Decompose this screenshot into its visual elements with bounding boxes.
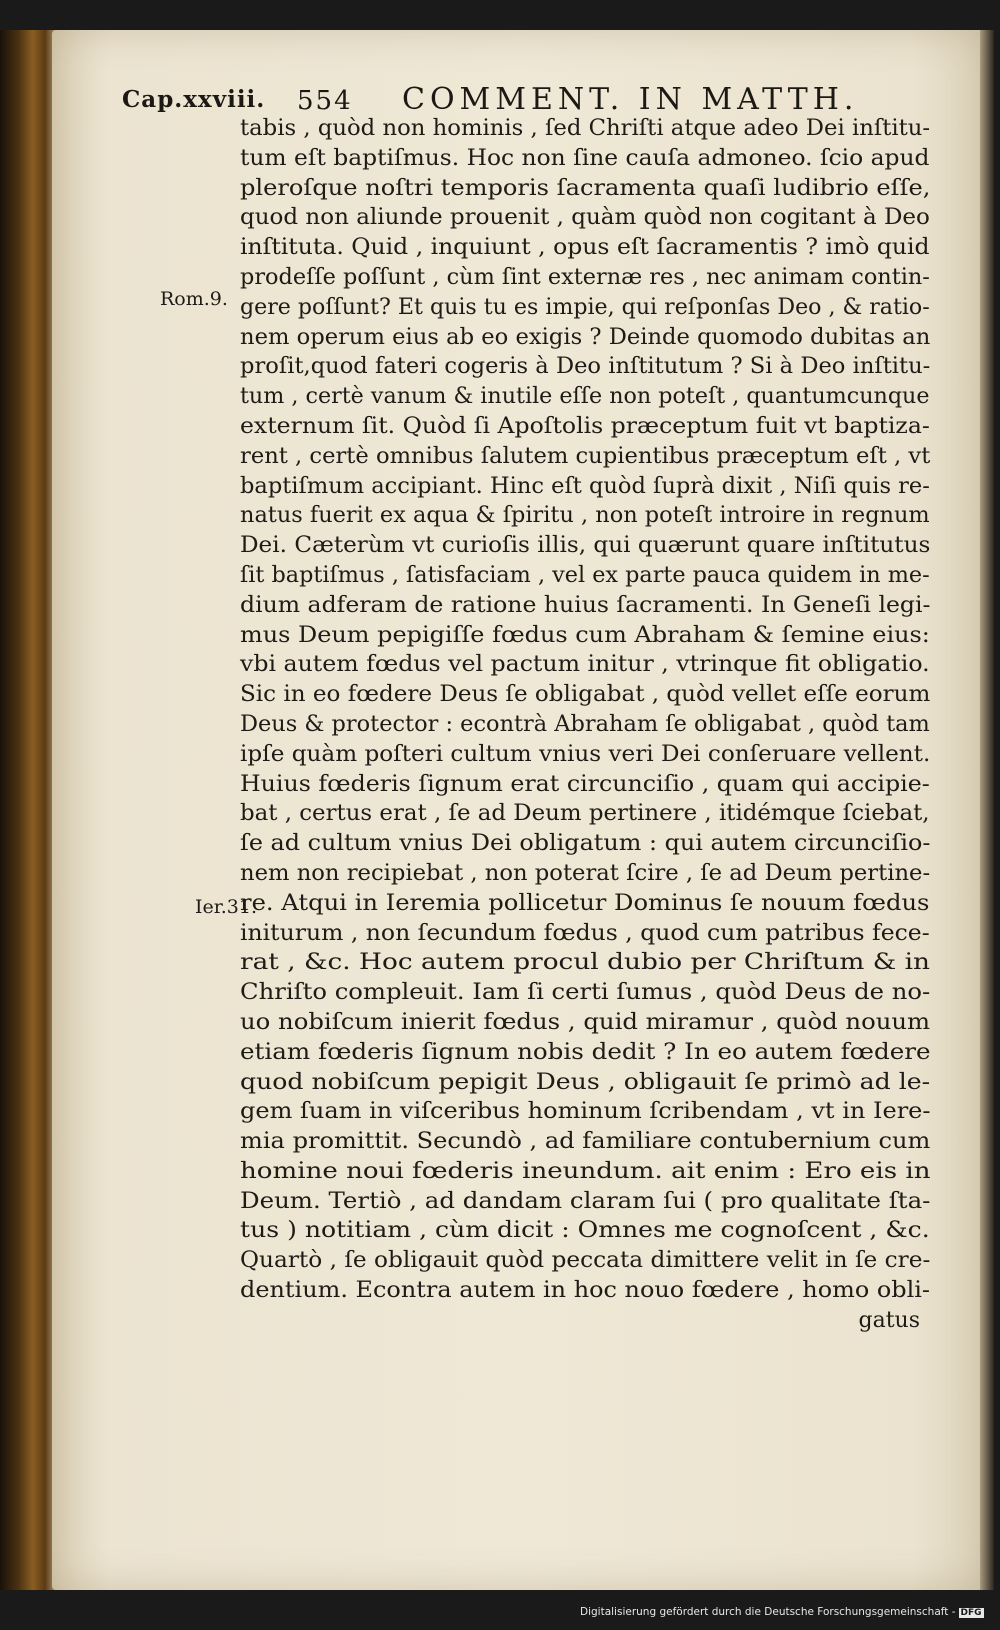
text-line: pleroſque noſtri temporis ſacramenta quaſi ludibrio eſſe, bbox=[240, 175, 931, 201]
text-line: initurum , non ſecundum fœdus , quod cum patribus fece- bbox=[240, 920, 930, 946]
text-line: Dei. Cæterùm vt curioſis illis, qui quærunt quare inſtitutus bbox=[240, 533, 931, 559]
text-line: ſit baptiſmus , ſatisfaciam , vel ex parte pauca quidem in me- bbox=[240, 562, 930, 588]
text-line: Chriſto compleuit. Iam ſi certi ſumus , quòd Deus de no- bbox=[240, 980, 931, 1006]
text-line: natus fuerit ex aqua & ſpiritu , non poteſt introire in regnum bbox=[240, 503, 930, 529]
text-line: Sic in eo fœdere Deus ſe obligabat , quòd vellet eſſe eorum bbox=[240, 682, 931, 708]
text-line: tabis , quòd non hominis , ſed Chriſti atque adeo Dei inſtitu- bbox=[240, 116, 931, 141]
text-line: Quartò , ſe obligauit quòd peccata dimittere velit in ſe cre- bbox=[240, 1248, 931, 1274]
text-line: homine noui fœderis ineundum. ait enim : Ero eis in bbox=[240, 1158, 931, 1184]
text-line: mia promittit. Secundò , ad familiare contubernium cum bbox=[240, 1129, 931, 1155]
text-line: mus Deum pepigiſſe fœdus cum Abraham & ſemine eius: bbox=[240, 622, 930, 648]
text-line: dium adferam de ratione huius ſacramenti. In Geneſi legi- bbox=[240, 592, 931, 618]
text-line: ipſe quàm poſteri cultum vnius veri Dei conſeruare vellent. bbox=[240, 741, 931, 767]
page-right-edge bbox=[980, 30, 994, 1590]
text-line: etiam fœderis ſignum nobis dedit ? In eo autem fœdere bbox=[240, 1039, 931, 1065]
text-line: externum ſit. Quòd ſi Apoſtolis præceptum fuit vt baptiza- bbox=[240, 413, 930, 439]
text-line: quod nobiſcum pepigit Deus , obligauit ſe primò ad le- bbox=[240, 1069, 931, 1095]
text-line: Deus & protector : econtrà Abraham ſe obligabat , quòd tam bbox=[240, 711, 930, 737]
text-line: Deum. Tertiò , ad dandam claram ſui ( pro qualitate ſta- bbox=[240, 1188, 931, 1214]
margin-note-ier: Ier.31. bbox=[195, 896, 258, 918]
text-line: tum eſt baptiſmus. Hoc non ſine cauſa admoneo. ſcio apud bbox=[240, 145, 930, 171]
book-spine-edge bbox=[0, 30, 60, 1590]
text-line: vbi autem fœdus vel pactum initur , vtrinque fit obligatio. bbox=[240, 652, 930, 678]
text-line: gem ſuam in viſceribus hominum ſcribendam , vt in Iere- bbox=[240, 1099, 931, 1125]
dfg-logo: DFG bbox=[960, 1608, 982, 1618]
catchword: gatus bbox=[858, 1307, 920, 1333]
text-line: rent , certè omnibus ſalutem cupientibus præceptum eſt , vt bbox=[240, 443, 931, 469]
text-line: uo nobiſcum inierit fœdus , quid miramur , quòd nouum bbox=[240, 1009, 931, 1035]
margin-note-rom: Rom.9. bbox=[160, 288, 228, 310]
page-number: 554 bbox=[297, 86, 353, 116]
text-line: quod non aliunde prouenit , quàm quòd non cogitant à Deo bbox=[240, 205, 930, 231]
footer-credit: Digitalisierung gefördert durch die Deutsche Forschungsgemeinschaft - bbox=[580, 1606, 956, 1618]
text-line: prodeſſe poſſunt , cùm ſint externæ res , nec animam contin- bbox=[240, 264, 930, 290]
text-line: rat , &c. Hoc autem procul dubio per Chriſtum & in bbox=[240, 950, 931, 976]
text-line: proſit,quod fateri cogeris à Deo inſtitutum ? Si à Deo inſtitu- bbox=[240, 354, 931, 380]
text-line: tus ) notitiam , cùm dicit : Omnes me cognoſcent , &c. bbox=[240, 1218, 930, 1244]
text-line: nem non recipiebat , non poterat ſcire , ſe ad Deum pertine- bbox=[240, 860, 931, 886]
body-text bbox=[240, 114, 940, 1336]
digitization-footer bbox=[580, 1606, 984, 1624]
text-line: bat , certus erat , ſe ad Deum pertinere , itidémque ſciebat, bbox=[240, 801, 930, 827]
text-line: baptiſmum accipiant. Hinc eſt quòd ſuprà dixit , Niſi quis re- bbox=[240, 473, 930, 499]
text-line: nem operum eius ab eo exigis ? Deinde quomodo dubitas an bbox=[240, 324, 931, 350]
text-line: dentium. Econtra autem in hoc nouo fœdere , homo obli- bbox=[240, 1278, 931, 1304]
text-line: Huius fœderis ſignum erat circunciſio , quam qui accipie- bbox=[240, 771, 930, 797]
text-line: inſtituta. Quid , inquiunt , opus eſt ſacramentis ? imò quid bbox=[240, 235, 930, 261]
running-title: COMMENT. IN MATTH. bbox=[402, 82, 859, 117]
text-line: gere poſſunt? Et quis tu es impie, qui reſponſas Deo , & ratio- bbox=[240, 294, 930, 320]
text-line: ſe ad cultum vnius Dei obligatum : qui autem circunciſio- bbox=[240, 831, 931, 857]
chapter-label: Cap.xxviii. bbox=[122, 86, 266, 113]
text-line: tum , certè vanum & inutile eſſe non poteſt , quantumcunque bbox=[240, 384, 930, 410]
text-line: re. Atqui in Ieremia pollicetur Dominus ſe nouum fœdus bbox=[240, 890, 930, 916]
